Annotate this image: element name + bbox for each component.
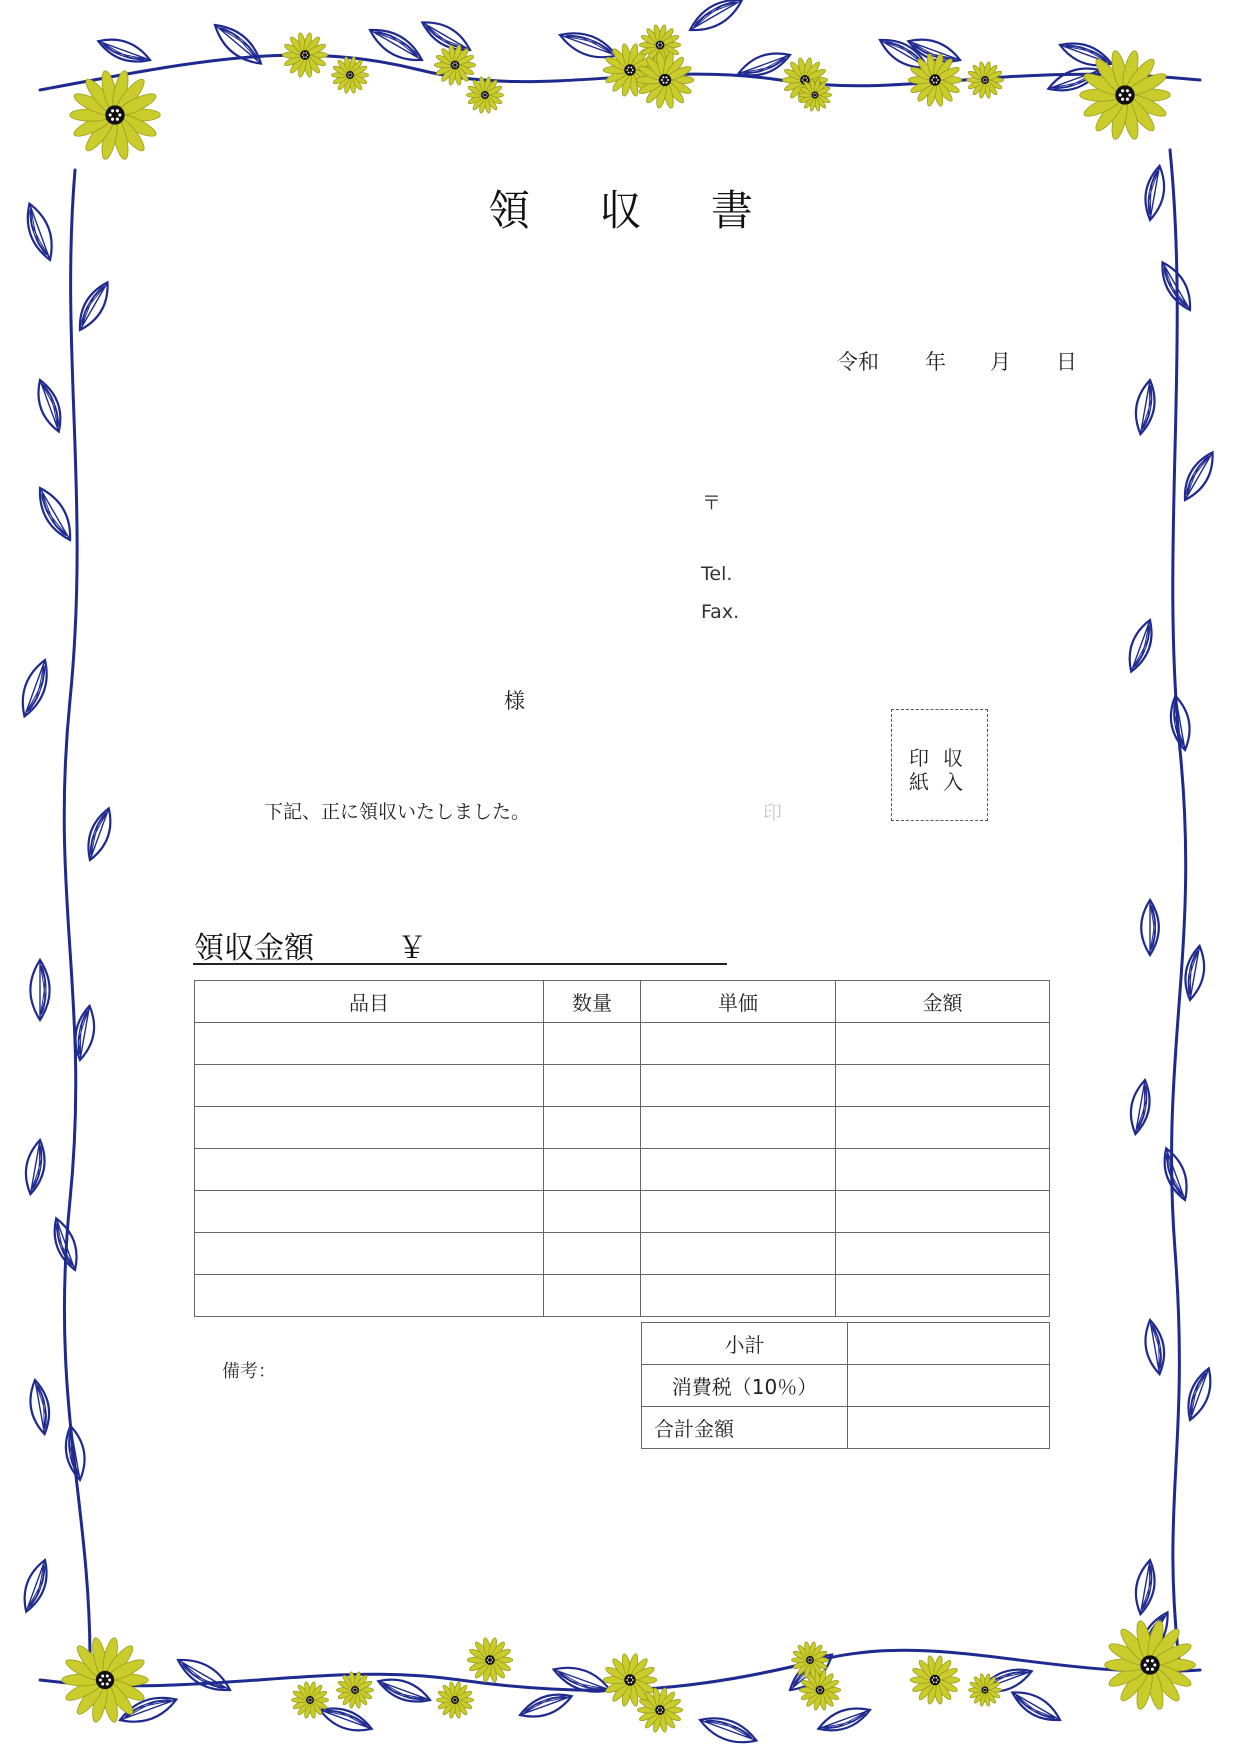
revenue-stamp-text-left: 印紙 [909,746,929,794]
remarks-label: 備考： [222,1361,276,1382]
leaf-icon [1167,694,1194,751]
recipient-honorific: 様 [504,689,525,713]
revenue-stamp-box [891,709,988,821]
leaf-icon [1177,448,1220,504]
leaf-icon [173,1652,235,1699]
leaf-icon [685,0,747,38]
subtotal-value[interactable] [848,1323,1050,1365]
leaf-icon [209,18,267,71]
table-cell[interactable] [195,1065,544,1107]
totals-table [641,1322,1050,1449]
amount-underline [193,963,727,965]
flower-icon [467,1637,512,1683]
table-cell[interactable] [836,1191,1050,1233]
leaf-icon [1158,1145,1193,1203]
flower-icon [966,61,1003,98]
table-row [195,1233,1050,1275]
table-cell[interactable] [544,1107,641,1149]
leaf-icon [697,1711,760,1750]
grand-total-value[interactable] [848,1407,1050,1449]
totals-row [642,1407,1050,1449]
items-table-header [195,981,1050,1023]
leaf-icon [1182,1365,1217,1423]
table-row [195,1275,1050,1317]
leaf-icon [1008,1685,1064,1728]
table-cell[interactable] [195,1233,544,1275]
table-cell[interactable] [641,1023,836,1065]
leaf-icon [1141,1318,1168,1375]
revenue-stamp-text-right: 収入 [943,746,963,794]
leaf-icon [1127,1078,1154,1135]
table-cell[interactable] [544,1023,641,1065]
tax-label: 消費税（10％） [642,1365,848,1407]
table-cell[interactable] [836,1107,1050,1149]
table-cell[interactable] [544,1065,641,1107]
leaf-icon [1141,900,1159,955]
table-row [195,1023,1050,1065]
date-day-label: 日 [1056,350,1077,374]
table-cell[interactable] [641,1149,836,1191]
flower-icon [1080,49,1171,140]
table-row [195,1107,1050,1149]
tel-label: Tel. [701,563,733,585]
items-table [194,980,1050,1317]
header-item: 品目 [195,981,544,1023]
leaf-icon [15,657,54,720]
leaf-icon [1181,944,1208,1001]
table-cell[interactable] [544,1233,641,1275]
amount-label: 領収金額 [194,931,314,966]
subtotal-label: 小計 [642,1323,848,1365]
leaf-icon [62,1424,89,1481]
leaf-icon [517,1688,575,1723]
table-cell[interactable] [836,1149,1050,1191]
table-cell[interactable] [544,1149,641,1191]
flower-icon [331,56,368,93]
leaf-icon [82,805,117,863]
leaf-icon [1123,617,1158,675]
header-unit-price: 単価 [641,981,836,1023]
date-year-label: 年 [925,350,946,374]
table-cell[interactable] [836,1233,1050,1275]
table-cell[interactable] [641,1275,836,1317]
leaf-icon [30,960,49,1020]
table-cell[interactable] [836,1065,1050,1107]
table-cell[interactable] [195,1275,544,1317]
leaf-icon [22,1138,49,1195]
table-cell[interactable] [836,1275,1050,1317]
totals-row [642,1323,1050,1365]
flower-icon [910,1655,959,1705]
leaf-icon [32,483,79,545]
postal-code-mark: 〒 [702,492,722,514]
fax-label: Fax. [701,601,740,623]
table-row [195,1149,1050,1191]
document-title: 領 収 書 [488,186,781,235]
table-cell[interactable] [641,1065,836,1107]
leaf-icon [32,377,67,435]
flower-icon [336,1671,373,1708]
table-cell[interactable] [641,1233,836,1275]
table-cell[interactable] [195,1149,544,1191]
flower-icon [282,32,327,78]
tax-value[interactable] [848,1365,1050,1407]
header-quantity: 数量 [544,981,641,1023]
flower-icon [1105,1619,1196,1710]
table-cell[interactable] [195,1107,544,1149]
leaf-icon [18,1557,53,1615]
receipt-statement: 下記、正に領収いたしました。 [264,801,531,823]
leaf-icon [95,33,153,68]
grand-total-label: 合計金額 [642,1407,848,1449]
yen-mark: ￥ [397,931,427,966]
table-cell[interactable] [641,1107,836,1149]
leaf-icon [72,278,115,334]
flower-icon [436,1681,473,1718]
date-era: 令和 [837,350,879,374]
leaf-icon [1132,378,1159,435]
leaf-icon [1132,1558,1159,1615]
table-cell[interactable] [544,1275,641,1317]
header-amount: 金額 [836,981,1050,1023]
seal-mark: 印 [763,802,783,824]
table-cell[interactable] [195,1191,544,1233]
leaf-icon [26,1378,53,1435]
table-row [195,1191,1050,1233]
table-cell[interactable] [195,1023,544,1065]
totals-row [642,1365,1050,1407]
date-month-label: 月 [990,350,1011,374]
table-cell[interactable] [641,1191,836,1233]
leaf-icon [375,1673,433,1708]
table-cell[interactable] [544,1191,641,1233]
table-row [195,1065,1050,1107]
table-cell[interactable] [836,1023,1050,1065]
